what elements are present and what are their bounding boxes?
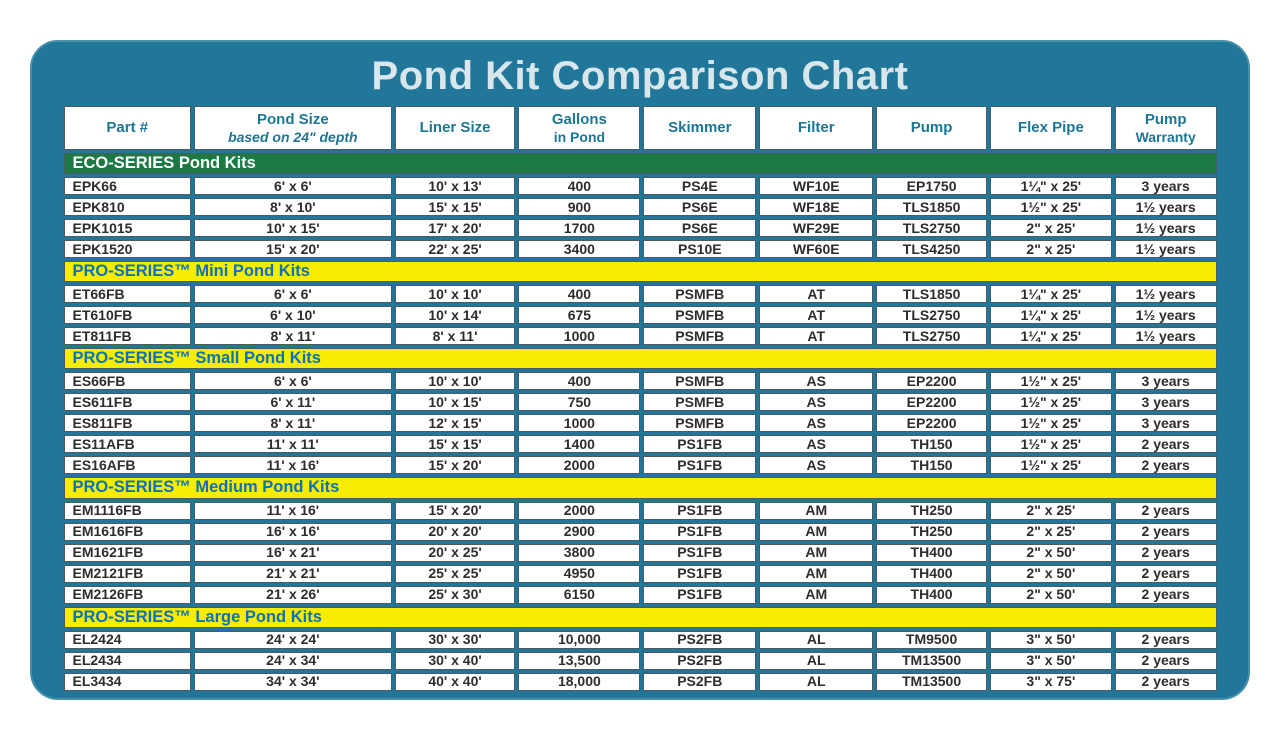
data-cell-skimmer: PSMFB (643, 327, 756, 345)
data-cell-flex-pipe: 1½" x 25' (990, 393, 1112, 411)
part-number-cell: ET811FB (64, 327, 192, 345)
data-cell-pump-warranty: 3 years (1115, 414, 1217, 432)
data-cell-flex-pipe: 2" x 25' (990, 240, 1112, 258)
data-cell-skimmer: PS1FB (643, 456, 756, 474)
column-header-liner-size (395, 106, 516, 150)
table-row (64, 177, 1217, 195)
data-cell-pond-size: 21' x 21' (194, 565, 392, 583)
data-cell-pump: TLS4250 (876, 240, 987, 258)
data-cell-filter: AL (759, 631, 873, 649)
data-cell-pump-warranty: 1½ years (1115, 198, 1217, 216)
data-cell-liner-size: 10' x 10' (395, 285, 516, 303)
data-cell-filter: WF10E (759, 177, 873, 195)
data-cell-pump: TM13500 (876, 652, 987, 670)
data-cell-pump-warranty: 2 years (1115, 652, 1217, 670)
data-cell-filter: AS (759, 456, 873, 474)
data-cell-pump-warranty: 2 years (1115, 502, 1217, 520)
column-header-label: Flex Pipe (1017, 119, 1084, 137)
column-header-skimmer (643, 106, 756, 150)
part-number-cell: EM2126FB (64, 586, 192, 604)
data-cell-liner-size: 15' x 20' (395, 456, 516, 474)
data-cell-pump: TLS1850 (876, 285, 987, 303)
data-cell-gallons: 18,000 (518, 673, 640, 691)
data-cell-filter: AM (759, 586, 873, 604)
data-cell-gallons: 4950 (518, 565, 640, 583)
part-number-cell: EL3434 (64, 673, 192, 691)
column-header-label: Pump (910, 119, 953, 137)
data-cell-pump: TH400 (876, 586, 987, 604)
data-cell-gallons: 1400 (518, 435, 640, 453)
data-cell-skimmer: PS1FB (643, 502, 756, 520)
section-header-row (64, 348, 1217, 369)
data-cell-pump-warranty: 2 years (1115, 631, 1217, 649)
data-cell-pump-warranty: 2 years (1115, 586, 1217, 604)
data-cell-liner-size: 10' x 13' (395, 177, 516, 195)
data-cell-pond-size: 21' x 26' (194, 586, 392, 604)
table-row (64, 652, 1217, 670)
data-cell-pond-size: 16' x 16' (194, 523, 392, 541)
data-cell-filter: AT (759, 327, 873, 345)
data-cell-skimmer: PS1FB (643, 435, 756, 453)
data-cell-flex-pipe: 3" x 50' (990, 631, 1112, 649)
data-cell-pond-size: 8' x 11' (194, 327, 392, 345)
table-row (64, 219, 1217, 237)
data-cell-flex-pipe: 2" x 50' (990, 586, 1112, 604)
table-row (64, 393, 1217, 411)
data-cell-pump-warranty: 2 years (1115, 456, 1217, 474)
table-header (64, 106, 1217, 150)
data-cell-liner-size: 17' x 20' (395, 219, 516, 237)
data-cell-pond-size: 15' x 20' (194, 240, 392, 258)
column-header-label: Liner Size (419, 119, 491, 137)
data-cell-gallons: 400 (518, 285, 640, 303)
data-cell-pump-warranty: 3 years (1115, 177, 1217, 195)
data-cell-filter: AM (759, 502, 873, 520)
section-header-label: PRO-SERIES™ Small Pond Kits (64, 348, 1217, 369)
section-header-label: PRO-SERIES™ Mini Pond Kits (64, 261, 1217, 282)
data-cell-pump: TH150 (876, 435, 987, 453)
section-header-label: PRO-SERIES™ Large Pond Kits (64, 607, 1217, 628)
data-cell-skimmer: PS2FB (643, 652, 756, 670)
column-header-filter (759, 106, 873, 150)
data-cell-flex-pipe: 3" x 75' (990, 673, 1112, 691)
table-row (64, 306, 1217, 324)
data-cell-pump-warranty: 1½ years (1115, 306, 1217, 324)
data-cell-skimmer: PS1FB (643, 565, 756, 583)
data-cell-flex-pipe: 2" x 25' (990, 219, 1112, 237)
column-header-pump (876, 106, 987, 150)
data-cell-filter: AS (759, 372, 873, 390)
column-header-label: Skimmer (668, 119, 732, 137)
data-cell-filter: WF60E (759, 240, 873, 258)
table-row (64, 198, 1217, 216)
table-row (64, 456, 1217, 474)
data-cell-pond-size: 6' x 11' (194, 393, 392, 411)
data-cell-gallons: 900 (518, 198, 640, 216)
table-row (64, 327, 1217, 345)
chart-title: Pond Kit Comparison Chart (371, 54, 909, 98)
data-cell-pond-size: 24' x 34' (194, 652, 392, 670)
data-cell-pump: TH150 (876, 456, 987, 474)
data-cell-liner-size: 30' x 40' (395, 652, 516, 670)
column-header-pump-warranty (1115, 106, 1217, 150)
data-cell-pump: TLS2750 (876, 327, 987, 345)
data-cell-liner-size: 20' x 20' (395, 523, 516, 541)
part-number-cell: EL2424 (64, 631, 192, 649)
data-cell-liner-size: 25' x 30' (395, 586, 516, 604)
data-cell-pump: TH400 (876, 544, 987, 562)
data-cell-pond-size: 10' x 15' (194, 219, 392, 237)
data-cell-pump: TM9500 (876, 631, 987, 649)
data-cell-filter: WF29E (759, 219, 873, 237)
data-cell-pump: TLS2750 (876, 219, 987, 237)
data-cell-pump: EP2200 (876, 393, 987, 411)
data-cell-pond-size: 34' x 34' (194, 673, 392, 691)
data-cell-filter: AM (759, 544, 873, 562)
column-header-label: Pond Size (257, 111, 329, 129)
column-header-flex-pipe (990, 106, 1112, 150)
part-number-cell: ET610FB (64, 306, 192, 324)
data-cell-flex-pipe: 1½" x 25' (990, 198, 1112, 216)
data-cell-skimmer: PS1FB (643, 523, 756, 541)
data-cell-filter: WF18E (759, 198, 873, 216)
data-cell-gallons: 750 (518, 393, 640, 411)
section-header-label: ECO-SERIES Pond Kits (64, 153, 1217, 174)
data-cell-pump: EP2200 (876, 414, 987, 432)
table-row (64, 523, 1217, 541)
comparison-table (61, 103, 1220, 694)
data-cell-pump-warranty: 1½ years (1115, 240, 1217, 258)
data-cell-pump: TLS1850 (876, 198, 987, 216)
data-cell-filter: AT (759, 285, 873, 303)
table-row (64, 502, 1217, 520)
part-number-cell: ET66FB (64, 285, 192, 303)
data-cell-pump-warranty: 2 years (1115, 544, 1217, 562)
data-cell-flex-pipe: 3" x 50' (990, 652, 1112, 670)
data-cell-skimmer: PS4E (643, 177, 756, 195)
data-cell-skimmer: PS10E (643, 240, 756, 258)
table-row (64, 544, 1217, 562)
data-cell-flex-pipe: 2" x 25' (990, 523, 1112, 541)
column-header-gallons (518, 106, 640, 150)
data-cell-liner-size: 15' x 15' (395, 198, 516, 216)
part-number-cell: EM2121FB (64, 565, 192, 583)
part-number-cell: ES66FB (64, 372, 192, 390)
data-cell-pond-size: 24' x 24' (194, 631, 392, 649)
data-cell-flex-pipe: 1¼" x 25' (990, 327, 1112, 345)
data-cell-pond-size: 8' x 10' (194, 198, 392, 216)
data-cell-pump-warranty: 1½ years (1115, 285, 1217, 303)
data-cell-filter: AS (759, 414, 873, 432)
data-cell-liner-size: 8' x 11' (395, 327, 516, 345)
data-cell-pump: TH250 (876, 502, 987, 520)
data-cell-gallons: 1700 (518, 219, 640, 237)
table-body (64, 153, 1217, 691)
part-number-cell: EPK66 (64, 177, 192, 195)
data-cell-skimmer: PSMFB (643, 372, 756, 390)
column-header-label: Part # (106, 119, 149, 137)
data-cell-pump-warranty: 2 years (1115, 565, 1217, 583)
data-cell-gallons: 400 (518, 372, 640, 390)
data-cell-flex-pipe: 1¼" x 25' (990, 306, 1112, 324)
part-number-cell: EPK1015 (64, 219, 192, 237)
data-cell-liner-size: 25' x 25' (395, 565, 516, 583)
part-number-cell: EM1616FB (64, 523, 192, 541)
data-cell-filter: AS (759, 393, 873, 411)
data-cell-gallons: 675 (518, 306, 640, 324)
data-cell-liner-size: 15' x 20' (395, 502, 516, 520)
data-cell-gallons: 13,500 (518, 652, 640, 670)
data-cell-flex-pipe: 1½" x 25' (990, 414, 1112, 432)
data-cell-filter: AM (759, 523, 873, 541)
data-cell-gallons: 2000 (518, 502, 640, 520)
data-cell-pond-size: 6' x 6' (194, 372, 392, 390)
column-header-subline: Warranty (1135, 128, 1196, 145)
data-cell-gallons: 3800 (518, 544, 640, 562)
pond-kit-chart-panel (30, 40, 1250, 700)
table-row (64, 372, 1217, 390)
table-row (64, 435, 1217, 453)
data-cell-pump-warranty: 3 years (1115, 393, 1217, 411)
data-cell-skimmer: PSMFB (643, 393, 756, 411)
column-header-part (64, 106, 192, 150)
part-number-cell: ES11AFB (64, 435, 192, 453)
data-cell-gallons: 2000 (518, 456, 640, 474)
table-row (64, 673, 1217, 691)
data-cell-liner-size: 40' x 40' (395, 673, 516, 691)
part-number-cell: ES16AFB (64, 456, 192, 474)
data-cell-filter: AM (759, 565, 873, 583)
data-cell-pump: TLS2750 (876, 306, 987, 324)
data-cell-gallons: 400 (518, 177, 640, 195)
part-number-cell: ES611FB (64, 393, 192, 411)
table-row (64, 285, 1217, 303)
data-cell-flex-pipe: 1½" x 25' (990, 435, 1112, 453)
data-cell-pump-warranty: 2 years (1115, 673, 1217, 691)
data-cell-pond-size: 6' x 10' (194, 306, 392, 324)
part-number-cell: EM1621FB (64, 544, 192, 562)
data-cell-skimmer: PS6E (643, 198, 756, 216)
data-cell-liner-size: 22' x 25' (395, 240, 516, 258)
data-cell-liner-size: 10' x 10' (395, 372, 516, 390)
data-cell-flex-pipe: 1½" x 25' (990, 456, 1112, 474)
data-cell-pond-size: 6' x 6' (194, 285, 392, 303)
section-header-label: PRO-SERIES™ Medium Pond Kits (64, 477, 1217, 498)
data-cell-skimmer: PS1FB (643, 544, 756, 562)
column-header-label: Pump (1144, 111, 1187, 129)
data-cell-filter: AT (759, 306, 873, 324)
data-cell-flex-pipe: 1¼" x 25' (990, 285, 1112, 303)
data-cell-flex-pipe: 1½" x 25' (990, 372, 1112, 390)
data-cell-gallons: 3400 (518, 240, 640, 258)
data-cell-liner-size: 20' x 25' (395, 544, 516, 562)
data-cell-skimmer: PSMFB (643, 306, 756, 324)
data-cell-pump-warranty: 3 years (1115, 372, 1217, 390)
data-cell-pond-size: 11' x 16' (194, 456, 392, 474)
data-cell-liner-size: 15' x 15' (395, 435, 516, 453)
data-cell-pump: TM13500 (876, 673, 987, 691)
data-cell-flex-pipe: 2" x 50' (990, 565, 1112, 583)
data-cell-flex-pipe: 2" x 50' (990, 544, 1112, 562)
data-cell-pond-size: 16' x 21' (194, 544, 392, 562)
data-cell-skimmer: PSMFB (643, 414, 756, 432)
data-cell-pond-size: 8' x 11' (194, 414, 392, 432)
data-cell-liner-size: 12' x 15' (395, 414, 516, 432)
data-cell-pond-size: 11' x 11' (194, 435, 392, 453)
data-cell-gallons: 1000 (518, 327, 640, 345)
data-cell-pond-size: 11' x 16' (194, 502, 392, 520)
part-number-cell: EM1116FB (64, 502, 192, 520)
data-cell-filter: AL (759, 652, 873, 670)
column-header-label: Filter (797, 119, 835, 137)
part-number-cell: EPK1520 (64, 240, 192, 258)
data-cell-liner-size: 10' x 14' (395, 306, 516, 324)
data-cell-flex-pipe: 2" x 25' (990, 502, 1112, 520)
part-number-cell: EL2434 (64, 652, 192, 670)
data-cell-filter: AL (759, 673, 873, 691)
table-row (64, 565, 1217, 583)
data-cell-liner-size: 30' x 30' (395, 631, 516, 649)
section-header-row (64, 153, 1217, 174)
data-cell-pump: TH250 (876, 523, 987, 541)
data-cell-skimmer: PS6E (643, 219, 756, 237)
data-cell-pump-warranty: 1½ years (1115, 327, 1217, 345)
data-cell-pump: EP2200 (876, 372, 987, 390)
data-cell-pond-size: 6' x 6' (194, 177, 392, 195)
data-cell-gallons: 10,000 (518, 631, 640, 649)
table-row (64, 414, 1217, 432)
table-row (64, 631, 1217, 649)
part-number-cell: EPK810 (64, 198, 192, 216)
data-cell-gallons: 2900 (518, 523, 640, 541)
data-cell-liner-size: 10' x 15' (395, 393, 516, 411)
section-header-row (64, 261, 1217, 282)
data-cell-filter: AS (759, 435, 873, 453)
data-cell-gallons: 6150 (518, 586, 640, 604)
column-header-label: Gallons (551, 111, 607, 129)
data-cell-pump: EP1750 (876, 177, 987, 195)
part-number-cell: ES811FB (64, 414, 192, 432)
data-cell-pump-warranty: 1½ years (1115, 219, 1217, 237)
data-cell-pump-warranty: 2 years (1115, 523, 1217, 541)
column-header-subline: based on 24" depth (228, 128, 358, 145)
data-cell-pump-warranty: 2 years (1115, 435, 1217, 453)
section-header-row (64, 477, 1217, 498)
data-cell-gallons: 1000 (518, 414, 640, 432)
table-row (64, 586, 1217, 604)
data-cell-skimmer: PS2FB (643, 631, 756, 649)
column-header-subline: in Pond (553, 128, 606, 145)
table-row (64, 240, 1217, 258)
data-cell-skimmer: PSMFB (643, 285, 756, 303)
data-cell-flex-pipe: 1¼" x 25' (990, 177, 1112, 195)
data-cell-skimmer: PS2FB (643, 673, 756, 691)
data-cell-pump: TH400 (876, 565, 987, 583)
section-header-row (64, 607, 1217, 628)
header-row (64, 106, 1217, 150)
data-cell-skimmer: PS1FB (643, 586, 756, 604)
column-header-pond-size (194, 106, 392, 150)
